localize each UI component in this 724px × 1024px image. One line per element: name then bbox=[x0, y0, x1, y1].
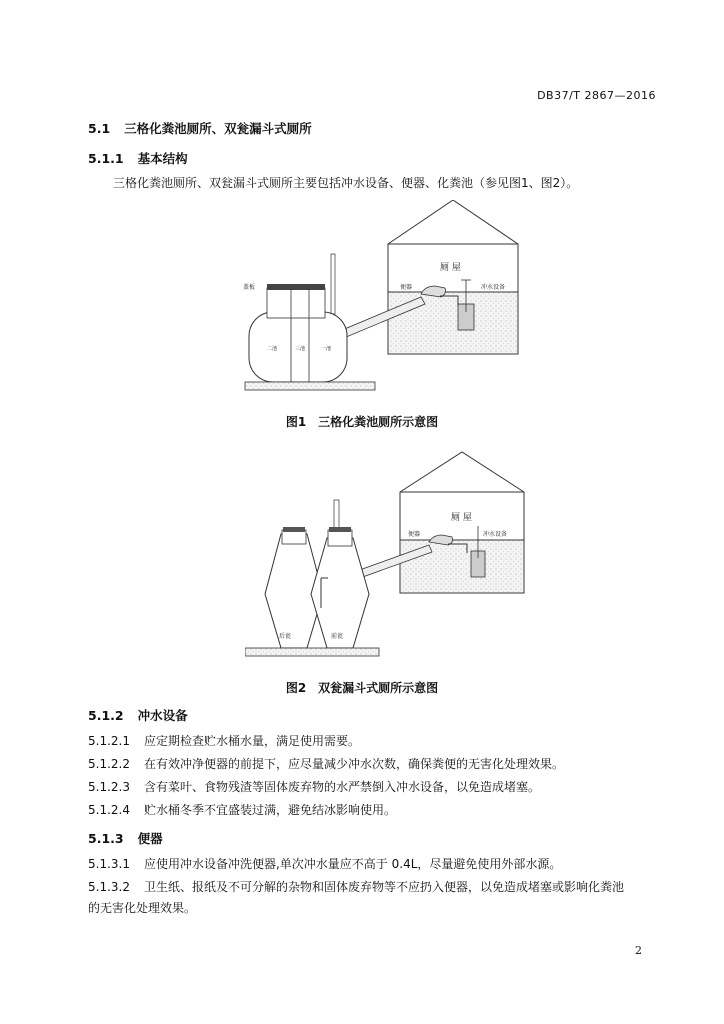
chamber-2-label: 二池 bbox=[267, 346, 278, 352]
flush-label: 冲水设备 bbox=[481, 284, 506, 291]
section-5-1-2-heading bbox=[88, 706, 188, 724]
clause-5-1-2-1 bbox=[88, 730, 656, 753]
house-floor-fill bbox=[401, 540, 523, 592]
section-5-1-3-heading bbox=[88, 829, 163, 847]
tank-cover-band bbox=[267, 288, 325, 318]
section-title: 冲水设备 bbox=[137, 708, 188, 723]
document-code: DB37/T 2867—2016 bbox=[537, 89, 656, 102]
flush-label: 冲水设备 bbox=[483, 531, 508, 538]
clause-number: 5.1.2.4 bbox=[88, 803, 130, 817]
figure-1-diagram bbox=[235, 200, 525, 400]
clause-5-1-2-4 bbox=[88, 799, 656, 822]
clause-text: 在有效冲净便器的前提下，应尽量减少冲水次数，确保粪便的无害化处理效果。 bbox=[143, 757, 564, 771]
clause-text: 贮水桶冬季不宜盛装过满，避免结冰影响使用。 bbox=[143, 803, 396, 817]
ground-slab bbox=[245, 648, 379, 656]
section-title: 三格化粪池厕所、双瓮漏斗式厕所 bbox=[124, 121, 312, 136]
clause-text: 应使用冲水设备冲洗便器,单次冲水量应不高于 0.4L，尽量避免使用外部水源。 bbox=[143, 857, 562, 871]
section-title: 基本结构 bbox=[137, 151, 188, 166]
section-5-1-heading bbox=[88, 119, 312, 137]
figure-number: 图2 bbox=[285, 681, 307, 695]
clause-text: 应定期检查贮水桶水量，满足使用需要。 bbox=[143, 734, 360, 748]
figure-title: 三格化粪池厕所示意图 bbox=[318, 415, 439, 429]
section-number: 5.1.1 bbox=[88, 151, 124, 166]
figure-2-diagram bbox=[245, 448, 530, 663]
back-urn-label: 后瓮 bbox=[279, 633, 292, 640]
chamber-3-label: 三池 bbox=[295, 346, 306, 352]
front-urn-label: 前瓮 bbox=[331, 633, 344, 640]
vent-pipe bbox=[331, 254, 335, 314]
clause-5-1-2-2 bbox=[88, 753, 656, 776]
figure-number: 图1 bbox=[285, 415, 307, 429]
section-5-1-1-heading bbox=[88, 149, 188, 167]
clause-5-1-3-1 bbox=[88, 853, 656, 876]
lid-label: 盖板 bbox=[243, 284, 256, 291]
figure-title: 双瓮漏斗式厕所示意图 bbox=[318, 681, 439, 695]
section-number: 5.1 bbox=[88, 121, 111, 136]
vent-pipe bbox=[334, 500, 339, 530]
clause-number: 5.1.3.1 bbox=[88, 857, 130, 871]
figure-1-caption bbox=[0, 413, 724, 430]
chamber-1-label: 一池 bbox=[321, 346, 332, 352]
clause-number: 5.1.2.1 bbox=[88, 734, 130, 748]
clause-5-1-3-2 bbox=[88, 876, 656, 899]
ground-slab bbox=[245, 382, 375, 390]
clause-number: 5.1.2.2 bbox=[88, 757, 130, 771]
section-title: 便器 bbox=[137, 831, 163, 846]
clause-5-1-3-2-continuation: 的无害化处理效果。 bbox=[88, 901, 197, 915]
house-label: 厕 屋 bbox=[440, 263, 461, 273]
clause-text: 卫生纸、报纸及不可分解的杂物和固体废弃物等不应扔入便器，以免造成堵塞或影响化粪池 bbox=[143, 880, 624, 894]
page-number: 2 bbox=[635, 944, 642, 957]
toilet-label: 便器 bbox=[400, 284, 413, 291]
toilet-label: 便器 bbox=[408, 531, 421, 538]
clause-5-1-2-3 bbox=[88, 776, 656, 799]
clause-text: 含有菜叶、食物残渣等固体废弃物的水严禁倒入冲水设备，以免造成堵塞。 bbox=[143, 780, 540, 794]
house-label: 厕 屋 bbox=[451, 513, 472, 523]
section-5-1-1-text: 三格化粪池厕所、双瓮漏斗式厕所主要包括冲水设备、便器、化粪池（参见图1、图2）。 bbox=[113, 176, 579, 190]
house-floor-fill bbox=[389, 292, 517, 353]
section-number: 5.1.2 bbox=[88, 708, 124, 723]
section-number: 5.1.3 bbox=[88, 831, 124, 846]
figure-2-caption bbox=[0, 679, 724, 696]
front-urn bbox=[311, 538, 369, 648]
clause-number: 5.1.3.2 bbox=[88, 880, 130, 894]
clause-number: 5.1.2.3 bbox=[88, 780, 130, 794]
